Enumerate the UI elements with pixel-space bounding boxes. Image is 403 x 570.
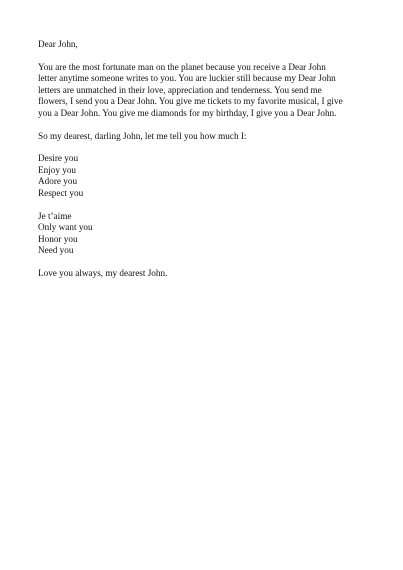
greeting-line: Dear John, (38, 39, 78, 49)
letter-body (38, 39, 374, 291)
paragraph-2 (38, 131, 374, 143)
greeting (38, 39, 374, 51)
paragraph-2-line: So my dearest, darling John, let me tell you how much I: (38, 130, 247, 141)
list-1-item: Adore you (38, 176, 78, 187)
list-2-item: Honor you (38, 233, 78, 244)
list-1-item: Desire you (38, 153, 79, 164)
paragraph-1-line-4: flowers, I send you a Dear John. You give me tickets to my favorite musical, I give (38, 96, 343, 107)
paragraph-1-line-3: letters are unmatched in their love, appreciation and tenderness. You send me (38, 84, 322, 95)
list-2 (38, 211, 374, 257)
paragraph-1-line-2: letter anytime someone writes to you. You are luckier still because my Dear John (38, 73, 336, 84)
list-2-item: Je t’aime (38, 210, 72, 221)
paragraph-1-line-1: You are the most fortunate man on the planet because you receive a Dear John (38, 61, 326, 72)
closing (38, 268, 374, 280)
list-1 (38, 153, 374, 199)
list-1-item: Enjoy you (38, 164, 77, 175)
list-2-item: Only want you (38, 222, 93, 233)
closing-line: Love you always, my dearest John. (38, 267, 168, 278)
list-2-item: Need you (38, 245, 74, 256)
list-1-item: Respect you (38, 187, 84, 198)
paragraph-1-line-5: you a Dear John. You give me diamonds for my birthday, I give you a Dear John. (38, 107, 337, 118)
paragraph-1 (38, 62, 374, 120)
